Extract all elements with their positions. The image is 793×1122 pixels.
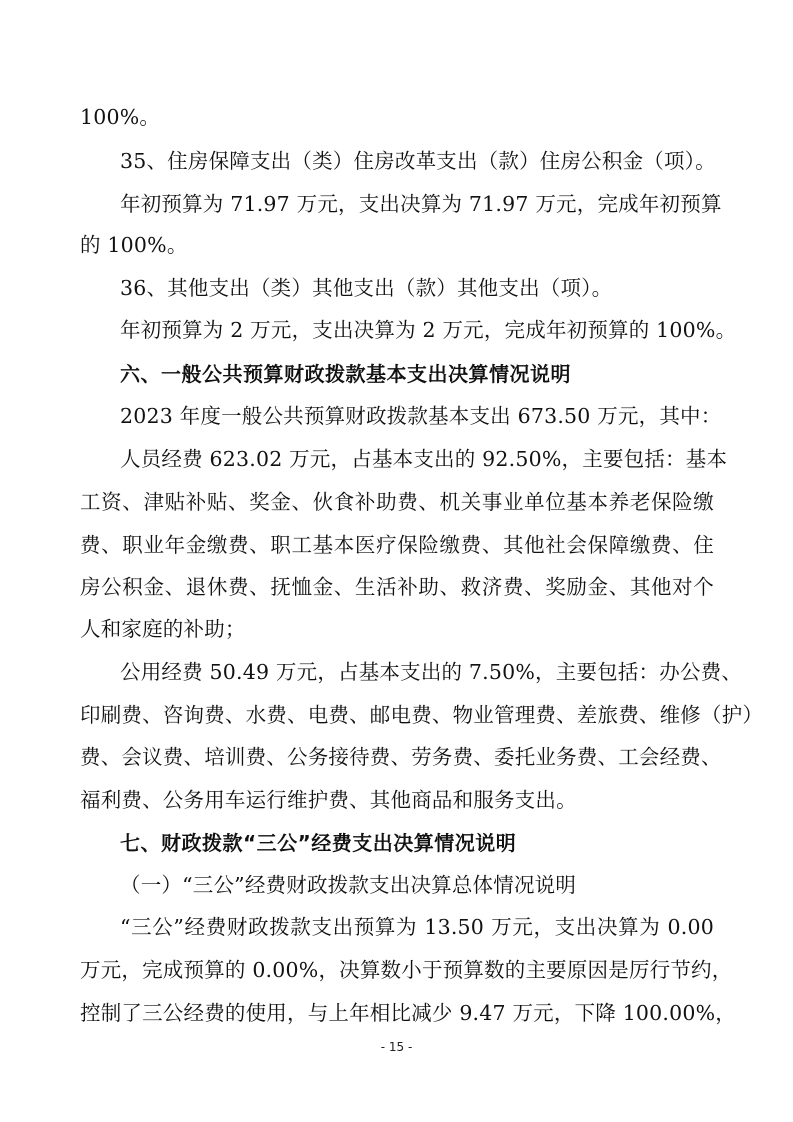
- text-line: 年初预算为 2 万元，支出决算为 2 万元，完成年初预算的 100%。: [120, 318, 737, 342]
- text-line: 36、其他支出（类）其他支出（款）其他支出（项）。: [120, 276, 613, 300]
- text-line: 房公积金、退休费、抚恤金、生活补助、救济费、奖励金、其他对个: [80, 575, 714, 599]
- text-line: 35、住房保障支出（类）住房改革支出（款）住房公积金（项）。: [120, 149, 716, 173]
- text-line: 费、会议费、培训费、公务接待费、劳务费、委托业务费、工会经费、: [80, 745, 722, 769]
- text-line: 的 100%。: [80, 233, 188, 257]
- text-line: 100%。: [80, 105, 161, 129]
- section-heading: 七、财政拨款“三公”经费支出决算情况说明: [120, 831, 517, 855]
- text-line: 万元，完成预算的 0.00%，决算数小于预算数的主要原因是厉行节约，: [80, 958, 733, 982]
- text-line: 福利费、公务用车运行维护费、其他商品和服务支出。: [80, 788, 577, 812]
- text-line: 2023 年度一般公共预算财政拨款基本支出 673.50 万元，其中：: [120, 404, 722, 428]
- text-line: 人和家庭的补助；: [80, 617, 246, 641]
- text-line: 费、职业年金缴费、职工基本医疗保险缴费、其他社会保障缴费、住: [80, 533, 714, 557]
- page-number: - 15 -: [380, 1040, 413, 1054]
- subsection-heading: （一）“三公”经费财政拨款支出决算总体情况说明: [120, 873, 577, 897]
- text-line: 人员经费 623.02 万元，占基本支出的 92.50%，主要包括：基本: [120, 447, 728, 471]
- section-heading: 六、一般公共预算财政拨款基本支出决算情况说明: [120, 362, 571, 386]
- text-line: “三公”经费财政拨款支出预算为 13.50 万元，支出决算为 0.00: [120, 915, 714, 939]
- text-line: 控制了三公经费的使用，与上年相比减少 9.47 万元，下降 100.00%，: [80, 1001, 737, 1025]
- text-line: 工资、津贴补贴、奖金、伙食补助费、机关事业单位基本养老保险缴: [80, 490, 714, 514]
- text-line: 印刷费、咨询费、水费、电费、邮电费、物业管理费、差旅费、维修（护）: [80, 703, 764, 727]
- text-line: 公用经费 50.49 万元，占基本支出的 7.50%，主要包括：办公费、: [120, 660, 743, 684]
- text-line: 年初预算为 71.97 万元，支出决算为 71.97 万元，完成年初预算: [120, 192, 722, 216]
